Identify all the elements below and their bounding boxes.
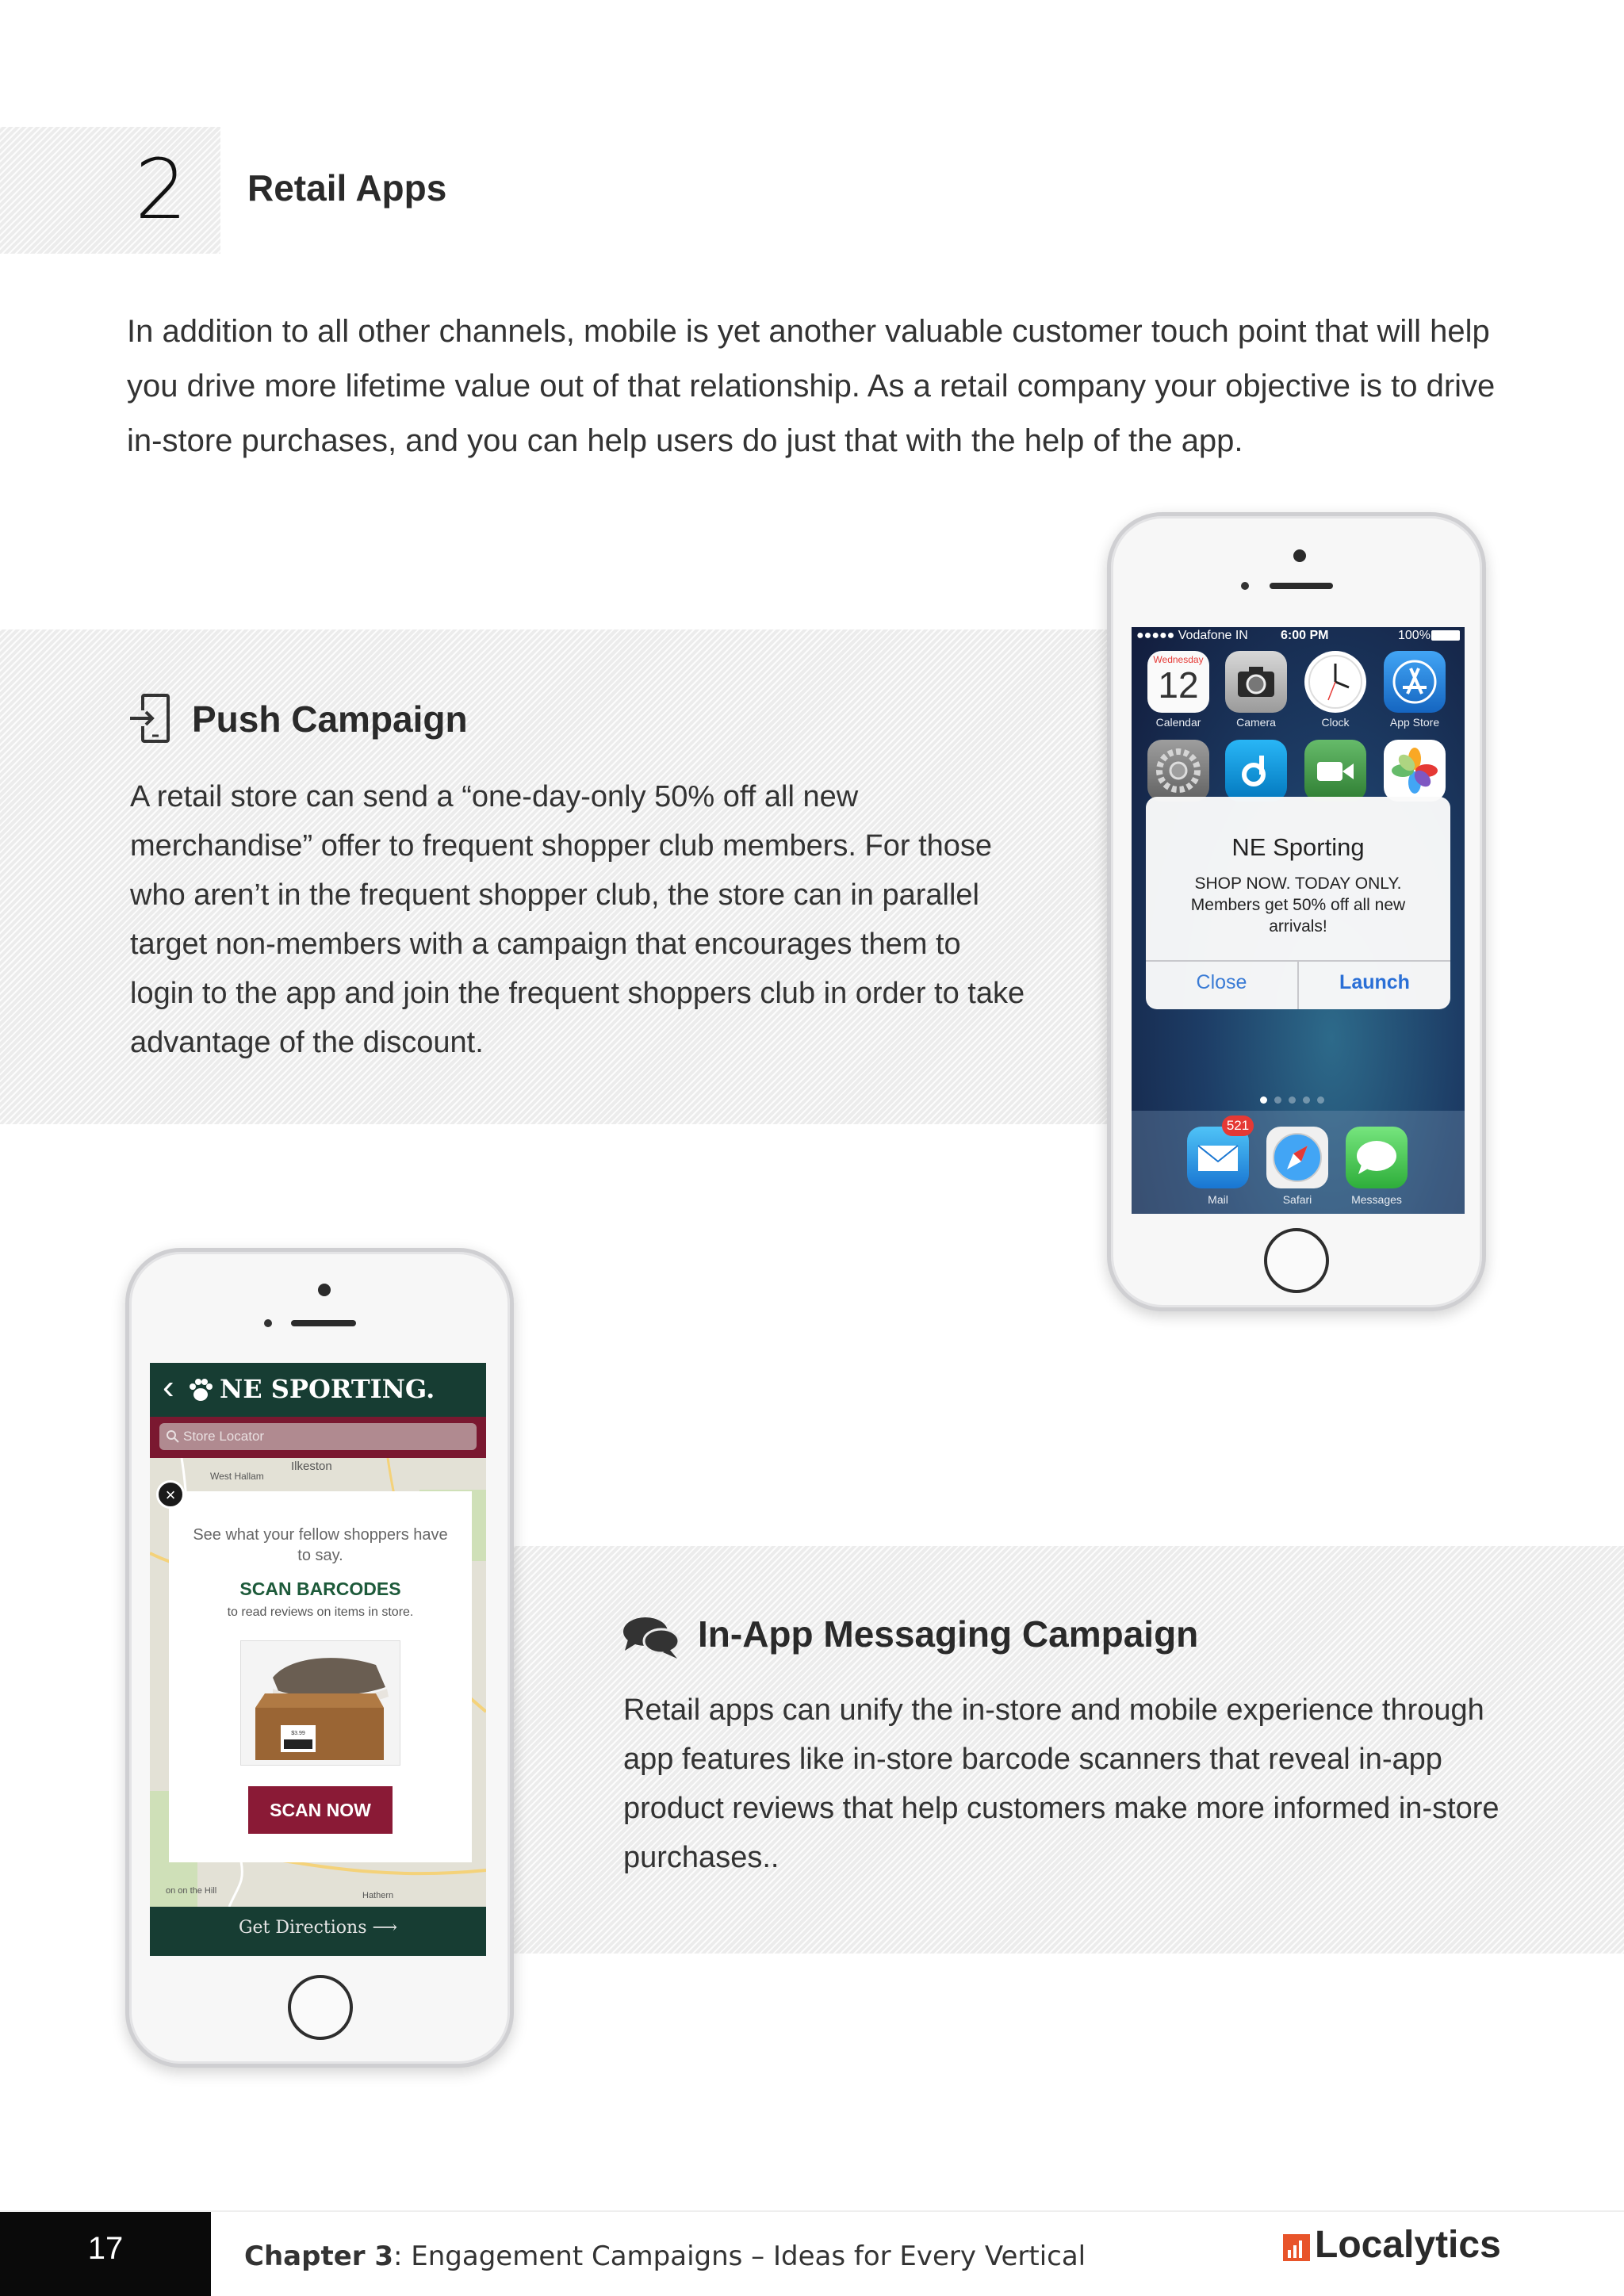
photos-flower-icon: [1384, 740, 1446, 802]
music-app-icon[interactable]: [1225, 740, 1287, 802]
app-footer: [150, 1907, 486, 1956]
calendar-app-icon[interactable]: [1147, 651, 1209, 713]
brand-logo: NE SPORTING.: [220, 1374, 435, 1404]
get-directions-button[interactable]: Get Directions ⟶: [238, 1918, 398, 1938]
chapter-number: Chapter 3: [244, 2241, 394, 2272]
carrier-label: ●●●●● Vodafone IN: [1136, 629, 1248, 642]
push-campaign-body: A retail store can send a “one-day-only 50% off all new merchandise” offer to frequent shopper club members. For those who aren’t in the frequent shopper club, the store can in parallel target non-members with a campaign that encourages them to login to the app and join the frequent shoppers club in order to take advantage of the discount.: [130, 780, 1025, 1059]
phone-push-notification: [1107, 512, 1486, 1311]
settings-app-icon[interactable]: [1147, 740, 1209, 802]
back-chevron-icon[interactable]: ‹: [163, 1368, 174, 1406]
inapp-campaign-title: In-App Messaging Campaign: [698, 1613, 1199, 1655]
page-indicator: [1317, 1096, 1324, 1104]
speech-bubble-icon: [1346, 1127, 1408, 1188]
section-number: 2: [135, 141, 188, 238]
footer-divider: [0, 2210, 1624, 2212]
price-tag: $3.99: [291, 1731, 305, 1736]
status-bar: [1132, 627, 1465, 645]
earpiece-speaker: [1270, 583, 1333, 589]
search-bar: [150, 1417, 486, 1458]
mail-app-icon[interactable]: [1187, 1118, 1250, 1188]
battery-label: 100%: [1398, 629, 1431, 642]
push-alert-dialog: [1146, 797, 1450, 1009]
video-camera-icon: [1304, 740, 1366, 802]
store-locator-input[interactable]: Store Locator: [159, 1423, 477, 1450]
mail-badge: 521: [1222, 1115, 1254, 1136]
alert-close-button[interactable]: Close: [1196, 971, 1247, 993]
localytics-logo-icon: [1283, 2231, 1310, 2263]
map-label: Hathern: [362, 1891, 394, 1900]
map-label: Ilkeston: [291, 1460, 332, 1473]
messages-app-icon[interactable]: [1346, 1127, 1408, 1188]
dock-label-mail: Mail: [1208, 1193, 1228, 1206]
phone-inapp-message: [125, 1248, 514, 2068]
clock-app-icon[interactable]: [1304, 651, 1366, 713]
facetime-app-icon[interactable]: [1304, 740, 1366, 802]
page-indicator-active: [1260, 1096, 1267, 1104]
page-number: 17: [87, 2231, 124, 2266]
page-indicator: [1274, 1096, 1281, 1104]
clock-icon: [1304, 651, 1366, 713]
app-label-appstore: App Store: [1389, 716, 1440, 729]
alert-message: SHOP NOW. TODAY ONLY. Members get 50% off all new arrivals!: [1190, 874, 1406, 936]
retail-app-screen: [150, 1363, 486, 1956]
status-time: 6:00 PM: [1281, 629, 1329, 642]
camera-app-icon[interactable]: [1225, 651, 1287, 713]
app-label-calendar: Calendar: [1155, 716, 1201, 729]
inapp-campaign-body: Retail apps can unify the in-store and mobile experience through app features like in-store barcode scanners that reveal in-app product reviews that help customers make more informed in-store purchases..: [623, 1693, 1500, 1874]
app-label-clock: Clock: [1321, 716, 1350, 729]
section-number-box: [0, 127, 220, 254]
proximity-sensor: [264, 1319, 272, 1327]
popup-close-icon[interactable]: ×: [156, 1480, 185, 1509]
page-indicator: [1303, 1096, 1310, 1104]
safari-app-icon[interactable]: [1266, 1127, 1328, 1188]
photos-app-icon[interactable]: [1384, 740, 1446, 802]
app-label-camera: Camera: [1236, 716, 1276, 729]
localytics-logo-text: Localytics: [1315, 2224, 1501, 2266]
front-camera: [1293, 549, 1306, 562]
paw-icon: [186, 1376, 215, 1404]
dock: [1132, 1111, 1465, 1214]
popup-intro-text: See what your fellow shoppers have to say.: [193, 1526, 448, 1564]
alert-launch-button[interactable]: Launch: [1339, 971, 1410, 993]
chapter-label: [244, 2241, 1086, 2272]
shoe-box-image: [241, 1641, 400, 1765]
compass-icon: [1266, 1127, 1328, 1188]
calendar-day: Wednesday: [1153, 654, 1204, 665]
section-title: Retail Apps: [247, 167, 447, 209]
chapter-title: : Engagement Campaigns – Ideas for Every Vertical: [393, 2241, 1086, 2272]
earpiece-speaker: [291, 1320, 356, 1326]
map-label: West Hallam: [210, 1471, 264, 1482]
calendar-date: 12: [1158, 664, 1199, 706]
front-camera: [318, 1284, 331, 1296]
appstore-app-icon[interactable]: [1384, 651, 1446, 713]
home-button[interactable]: [1264, 1228, 1329, 1293]
map-label: on on the Hill: [166, 1886, 217, 1896]
push-campaign-title: Push Campaign: [192, 698, 468, 740]
alert-title: NE Sporting: [1231, 833, 1365, 861]
intro-paragraph: In addition to all other channels, mobile is yet another valuable customer touch point that will help you drive more lifetime value out of that relationship. As a retail company your objective is to drive in-store purchases, and you can help users do just that with the help of the app.: [127, 314, 1496, 458]
dock-label-safari: Safari: [1282, 1193, 1312, 1206]
popup-subtitle: to read reviews on items in store.: [227, 1605, 414, 1619]
chat-bubbles-icon: [622, 1614, 680, 1660]
scan-now-button[interactable]: SCAN NOW: [248, 1786, 393, 1834]
gear-icon: [1147, 740, 1209, 802]
home-button[interactable]: [288, 1975, 353, 2040]
music-note-icon: [1225, 740, 1287, 802]
dock-label-messages: Messages: [1351, 1193, 1402, 1206]
page-indicator: [1289, 1096, 1296, 1104]
search-icon: [166, 1429, 180, 1444]
popup-title: SCAN BARCODES: [239, 1578, 401, 1599]
product-image: [240, 1640, 400, 1766]
login-icon: [128, 693, 173, 744]
appstore-icon: [1384, 651, 1446, 713]
app-header: [150, 1363, 486, 1417]
battery-icon: [1431, 630, 1460, 641]
proximity-sensor: [1241, 582, 1249, 590]
camera-icon: [1225, 651, 1287, 713]
homescreen: [1132, 627, 1465, 1214]
inapp-message-popup: [169, 1491, 472, 1862]
